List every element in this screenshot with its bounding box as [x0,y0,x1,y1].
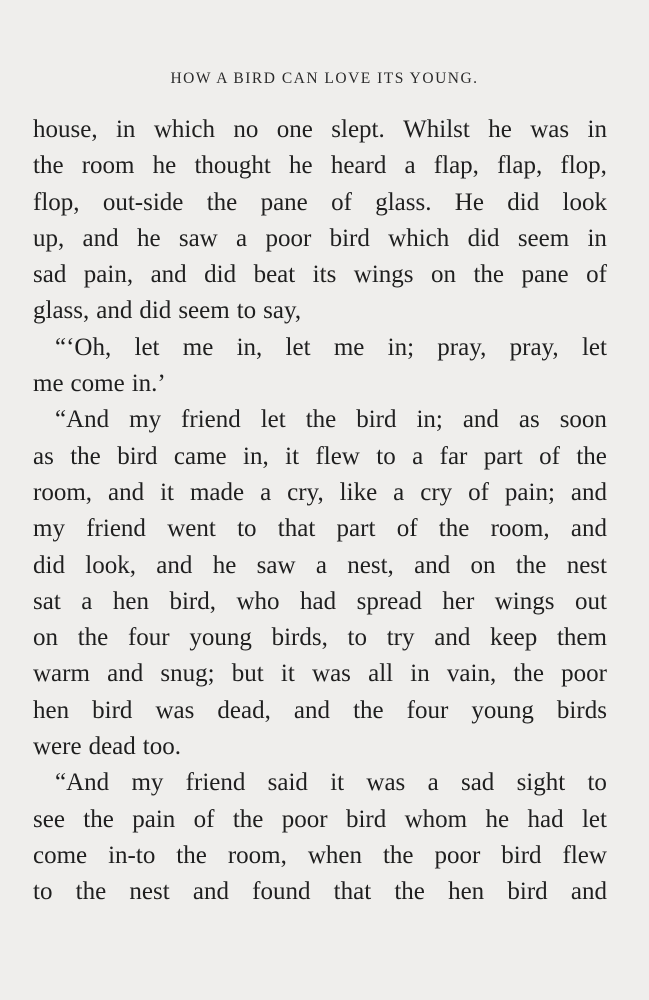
word: all [368,660,394,688]
word: was [312,660,351,688]
word: flew [315,442,360,470]
word: it [330,769,345,797]
word: the [473,261,504,289]
word: bird [356,406,397,434]
word: had [300,587,337,615]
word: poor [281,805,328,833]
word: hen [112,587,149,615]
word: pray, [437,333,487,361]
text-line [33,475,607,511]
word: and [434,624,471,652]
word: glass, [33,297,90,325]
word: to [236,297,257,325]
word: friend [86,515,146,543]
word: the [70,442,101,470]
word: look [562,188,607,216]
word: vain, [446,660,497,688]
word: poor [265,224,312,252]
word: my [33,515,65,543]
word: on [33,624,58,652]
word: in [587,116,607,143]
word: say, [263,297,302,325]
word: as [518,406,540,434]
word: in [587,224,607,252]
word: of [193,805,215,833]
word: see [33,805,65,833]
word: the [77,624,109,652]
word: the [232,805,264,833]
text-line [33,112,607,148]
word: went [167,515,216,543]
word: thought [194,152,271,180]
word: pain [132,805,176,833]
text-line [33,185,607,221]
text-line [33,402,607,438]
word: were [33,733,82,761]
word: young [189,624,252,652]
word: like [339,478,378,506]
word: let [285,333,311,361]
word: sat [33,587,61,615]
word: out-side [102,188,184,216]
word: when [307,841,362,869]
text-line [33,838,607,874]
word: dead, [217,696,271,724]
word: flew [562,841,607,869]
word: room [81,152,135,180]
word: it [280,660,295,688]
word: he [136,224,161,252]
word: of [396,515,418,543]
word: bird, [169,587,216,615]
word: to [237,515,257,543]
word: friend [185,769,246,797]
word: dead [88,733,136,761]
word: bird [92,696,133,724]
word: as [33,442,54,470]
word: poor [561,660,607,688]
word: in [410,660,430,688]
word: the [394,878,425,906]
word: he [289,152,313,180]
word: her [442,587,475,615]
word: and [462,406,499,434]
word: part [336,515,376,543]
word: said [267,769,308,797]
word: let [581,333,607,361]
word: its [312,261,337,289]
word: did [204,261,237,289]
word: found [252,878,311,906]
word: a [427,769,439,797]
word: the [353,696,384,724]
word: in, [236,333,263,361]
word: the [83,805,114,833]
word: the [515,551,547,579]
word: snug; [160,660,215,688]
word: He [454,188,484,216]
word: flap, [497,152,543,180]
text-line [33,548,607,584]
word: room, [227,841,287,869]
word: seem [517,224,570,252]
word: up, [33,224,65,252]
word: beat [253,261,296,289]
text-line [33,148,607,184]
word: of [586,261,607,289]
word: me [333,333,365,361]
text-line [33,330,607,366]
word: four [406,696,449,724]
word: bird [329,224,370,252]
word: had [527,805,564,833]
word: in; [416,406,443,434]
word: out [574,587,607,615]
word: to [376,442,396,470]
text-line [33,765,607,801]
word: let [581,805,607,833]
word: birds [556,696,607,724]
text-line [33,656,607,692]
word: house, [33,116,98,143]
word: and [156,551,193,579]
word: flop, [33,188,80,216]
word: a [393,478,405,506]
running-head: HOW A BIRD CAN LOVE ITS YOUNG. [170,70,479,87]
word: heard [330,152,387,180]
word: it [285,442,300,470]
word: too. [142,733,181,761]
word: he [485,805,510,833]
word: hen [33,696,70,724]
word: the [513,660,544,688]
word: let [134,333,160,361]
word: a [404,152,416,180]
word: seem [178,297,230,325]
text-line [33,221,607,257]
word: cry [420,478,453,506]
word: young [471,696,534,724]
word: room, [490,515,550,543]
text-line [33,439,607,475]
word: did [33,551,65,579]
word: sad [33,261,67,289]
word: the [305,406,337,434]
word: he [212,551,237,579]
word: and [96,297,133,325]
word: “‘Oh, [55,333,112,361]
word: them [556,624,607,652]
word: to [347,624,367,652]
word: the [176,841,207,869]
word: in.’ [131,370,166,398]
word: whom [404,805,468,833]
word: to [587,769,607,797]
word: four [127,624,170,652]
word: he [152,152,177,180]
word: and [414,551,451,579]
text-line [33,620,607,656]
word: slept. [331,116,385,143]
word: glass. [375,188,432,216]
word: nest, [347,551,394,579]
word: the [33,152,64,180]
word: sight [516,769,566,797]
word: the [206,188,238,216]
text-line [33,584,607,620]
word: nest [129,878,170,906]
word: “And [55,406,110,434]
word: pane [521,261,569,289]
word: spread [356,587,422,615]
body-text [33,112,607,911]
word: and [107,660,144,688]
word: the [438,515,470,543]
word: in [115,116,136,143]
word: and [293,696,331,724]
word: a [412,442,424,470]
word: “And [55,769,110,797]
word: bird [501,841,542,869]
word: bird [117,442,158,470]
word: which [153,116,215,143]
text-line [33,293,607,329]
word: in-to [108,841,156,869]
word: pain; [504,478,555,506]
text-line [33,366,607,402]
word: soon [559,406,607,434]
word: nest [566,551,607,579]
word: it [160,478,174,506]
word: was [155,696,195,724]
word: a [236,224,248,252]
word: that [277,515,316,543]
word: bird [507,878,548,906]
word: poor [434,841,481,869]
word: and [82,224,119,252]
text-line [33,693,607,729]
word: my [131,769,164,797]
word: and [570,878,607,906]
word: saw [178,224,218,252]
word: did [467,224,500,252]
word: who [236,587,280,615]
word: friend [181,406,241,434]
word: made [189,478,245,506]
word: bird [345,805,387,833]
word: sad [460,769,495,797]
word: and [570,478,607,506]
word: warm [33,660,90,688]
word: did [139,297,172,325]
word: my [129,406,162,434]
word: of [539,442,560,470]
word: in, [243,442,269,470]
word: come [70,370,125,398]
word: cry, [287,478,324,506]
word: one [276,116,313,143]
word: and [108,478,145,506]
word: birds, [271,624,328,652]
word: a [81,587,93,615]
word: pain, [83,261,134,289]
word: look, [85,551,136,579]
word: but [231,660,264,688]
word: did [507,188,540,216]
word: part [483,442,523,470]
word: flop, [560,152,607,180]
word: came [173,442,227,470]
word: me [182,333,214,361]
word: was [366,769,406,797]
text-line [33,511,607,547]
word: Whilst [403,116,470,143]
word: on [470,551,496,579]
word: of [468,478,489,506]
word: and [570,515,607,543]
word: far [439,442,468,470]
word: on [430,261,456,289]
text-line [33,874,607,910]
word: wings [494,587,555,615]
text-line [33,802,607,838]
word: no [233,116,259,143]
word: pane [260,188,308,216]
word: that [333,878,372,906]
word: which [388,224,450,252]
word: wings [353,261,414,289]
word: let [260,406,286,434]
word: the [382,841,414,869]
text-line [33,257,607,293]
word: to [33,878,53,906]
word: hen [448,878,485,906]
word: the [75,878,107,906]
word: come [33,841,88,869]
word: in; [387,333,415,361]
word: room, [33,478,93,506]
text-line [33,729,607,765]
word: keep [490,624,538,652]
word: pray, [509,333,559,361]
word: was [530,116,570,143]
word: a [315,551,327,579]
word: me [33,370,64,398]
word: and [192,878,229,906]
word: and [150,261,187,289]
word: a [260,478,272,506]
word: flap, [433,152,479,180]
word: he [488,116,512,143]
word: saw [256,551,296,579]
word: of [331,188,352,216]
word: try [386,624,415,652]
word: the [576,442,607,470]
